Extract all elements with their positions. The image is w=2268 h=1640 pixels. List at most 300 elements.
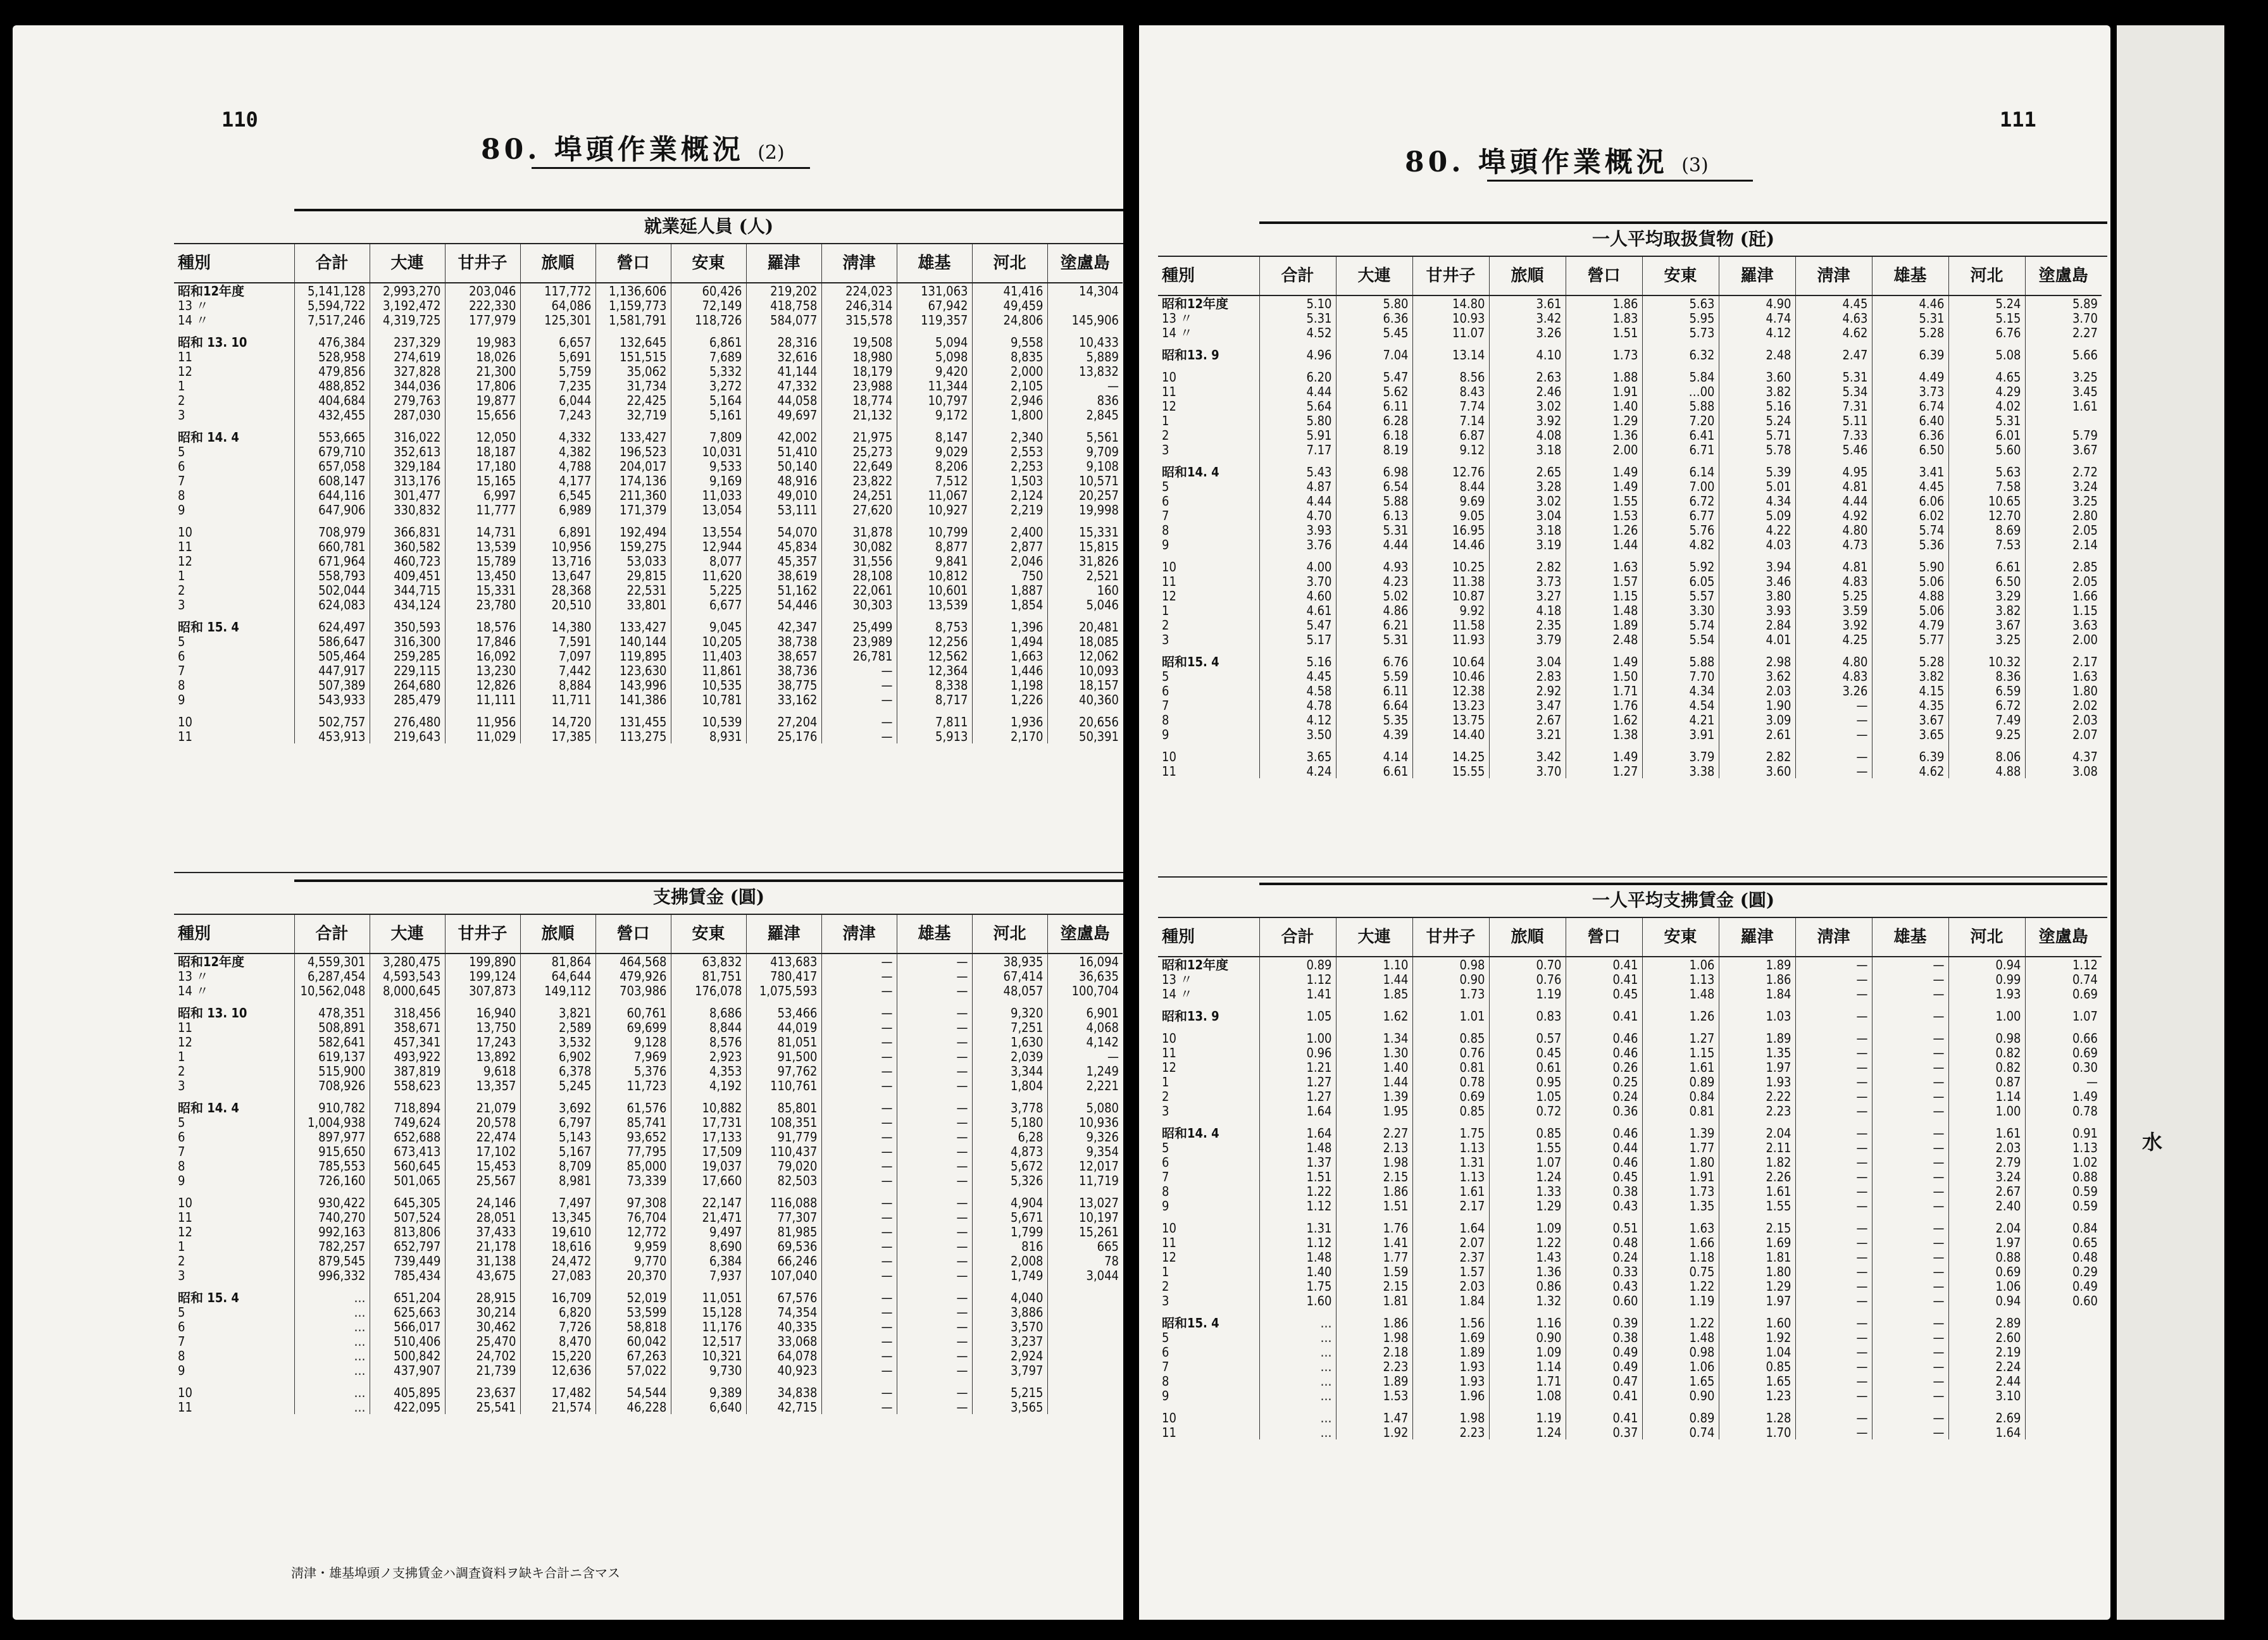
table-cell: — [1872,1359,1948,1374]
table-cell: — [821,1115,897,1129]
table-cell: 3.02 [1489,494,1566,508]
table-cell: 13.23 [1412,698,1489,712]
table-cell: 0.94 [1948,1293,2025,1308]
table-cell: 1.61 [1642,1060,1719,1074]
table-cell: 51,410 [746,444,821,459]
table-cell: 18,085 [1047,634,1123,649]
table-cell: 2.60 [1948,1330,2025,1345]
table-cell: 3.25 [2025,362,2102,384]
table-cell: 586,647 [294,634,370,649]
table-cell: — [1795,698,1872,712]
column-header: 塗盧島 [2025,917,2102,957]
row-label: 11 [178,539,192,554]
table-cell: … [294,1363,370,1377]
table-cell: 0.78 [1412,1074,1489,1089]
table-cell: 4,192 [671,1078,746,1093]
table-cell: 505,464 [294,649,370,663]
table-cell: 996,332 [294,1268,370,1283]
table-cell: 1.18 [1642,1250,1719,1264]
row-label: 1 [1162,1264,1169,1279]
column-header: 河北 [972,914,1047,954]
table-row [1158,384,2102,399]
table-cell: 1.49 [1566,479,1642,494]
table-cell: 33,801 [595,597,671,612]
table-cell: — [897,1400,972,1414]
table-cell: 31,734 [595,378,671,393]
table-cell: 19,877 [445,393,520,407]
table-cell: — [1795,1374,1872,1388]
table-cell: 10,812 [897,568,972,583]
table-cell: 1.15 [1566,588,1642,603]
table-cell: 437,907 [370,1363,445,1377]
column-header: 羅津 [1719,917,1795,957]
row-label: 7 [1162,1359,1169,1374]
table-cell: 48,057 [972,983,1047,998]
table-cell: 4.18 [1489,603,1566,618]
table-cell: 1.27 [1259,1089,1336,1103]
row-label: 昭和 14. 4 [178,429,239,444]
table-row [174,313,1123,327]
table-cell: — [1795,1213,1872,1235]
table-cell: 4,593,543 [370,969,445,983]
table-row [1158,603,2102,618]
table-cell: 1,446 [972,663,1047,678]
table-cell: 14,380 [520,612,595,634]
table-cell: 0.90 [1642,1388,1719,1403]
table-cell: 0.85 [1719,1359,1795,1374]
table-cell: 13,554 [671,517,746,539]
table-cell: 6,28 [972,1129,1047,1144]
table-cell: 2,340 [972,422,1047,444]
table-cell: 1.93 [1412,1374,1489,1388]
table-cell: 5,215 [972,1377,1047,1400]
column-header: 甘井子 [1412,917,1489,957]
table-row [1158,1118,2102,1140]
table-cell: 123,630 [595,663,671,678]
table-cell: 18,026 [445,349,520,364]
table-cell: 0.37 [1566,1425,1642,1439]
table-row [174,1319,1123,1334]
table-cell: 42,002 [746,422,821,444]
table-cell: 3.04 [1489,647,1566,669]
table-cell: 8,709 [520,1159,595,1173]
table-cell: 54,446 [746,597,821,612]
row-label: 8 [178,488,185,502]
table-cell: 91,779 [746,1129,821,1144]
table-cell: 0.46 [1566,1045,1642,1060]
table-cell: 3,886 [972,1305,1047,1319]
table-cell: 1.19 [1642,1293,1719,1308]
table-cell: 0.76 [1412,1045,1489,1060]
table-cell: 1,249 [1047,1064,1123,1078]
table-cell: — [1795,1388,1872,1403]
table-cell: 1.14 [1489,1359,1566,1374]
table-cell: — [1795,1045,1872,1060]
table-cell: 4.78 [1259,698,1336,712]
table-cell: — [1795,1001,1872,1023]
table-cell: 0.78 [2025,1103,2102,1118]
table-cell: 3,044 [1047,1268,1123,1283]
table-cell: 7,811 [897,707,972,729]
table-cell: 15,815 [1047,539,1123,554]
column-header: 旅順 [520,244,595,283]
table-cell: 5,332 [671,364,746,378]
table-cell: — [1872,1023,1948,1045]
row-label: 8 [1162,712,1169,727]
row-label: 6 [178,1129,185,1144]
table-cell: 2.15 [1336,1169,1412,1184]
table-cell: 566,017 [370,1319,445,1334]
table-cell: — [1795,712,1872,727]
table-cell: — [821,1348,897,1363]
column-header: 營口 [1566,256,1642,295]
row-label: 7 [1162,1169,1169,1184]
table-cell: 24,702 [445,1348,520,1363]
table-row [1158,698,2102,712]
row-label: 12 [1162,588,1176,603]
table-cell: 23,637 [445,1377,520,1400]
table-cell: 1,581,791 [595,313,671,327]
table-row [1158,362,2102,384]
table-cell: 73,339 [595,1173,671,1188]
table-cell: 1.40 [1336,1060,1412,1074]
table-cell: 13,750 [445,1020,520,1034]
table-cell: — [1795,1359,1872,1374]
table-cell: 5.74 [1642,618,1719,632]
table-cell: 2.85 [2025,552,2102,574]
table-cell: 38,657 [746,649,821,663]
table-cell: 3.60 [1719,764,1795,778]
table-cell: 12,562 [897,649,972,663]
table-cell: 2.48 [1719,340,1795,362]
table-cell: 2.07 [2025,727,2102,742]
table-cell: 3.91 [1642,727,1719,742]
table-row [1158,588,2102,603]
table-cell: 8.06 [1948,742,2025,764]
row-label: 12 [178,1034,192,1049]
table-cell: 665 [1047,1239,1123,1253]
table-cell: 1.80 [1719,1264,1795,1279]
table-cell: 1.89 [1566,618,1642,632]
table-row [174,1129,1123,1144]
table-cell: 6.54 [1336,479,1412,494]
row-label: 5 [178,1305,185,1319]
table-cell: — [1872,1089,1948,1103]
table-cell: 0.46 [1566,1023,1642,1045]
table-cell: 3,797 [972,1363,1047,1377]
table-cell: 5.74 [1872,523,1948,537]
table-cell [2025,1308,2102,1330]
table-cell: 0.84 [1642,1089,1719,1103]
table-cell: 23,989 [821,634,897,649]
table-cell: 2.15 [1336,1279,1412,1293]
table-cell [2025,1374,2102,1388]
table-row [1158,647,2102,669]
table-cell: 4.15 [1872,683,1948,698]
table-cell: 2.22 [1719,1089,1795,1103]
table-cell: — [897,1049,972,1064]
row-label: 10 [1162,369,1176,384]
table-row [174,1115,1123,1129]
row-label: 9 [178,1173,185,1188]
table-cell: 12,062 [1047,649,1123,663]
table-cell: — [1795,1250,1872,1264]
table-cell: 9,354 [1047,1144,1123,1159]
table-cell: 44,058 [746,393,821,407]
table-cell: — [821,1129,897,1144]
table-cell: — [1872,1140,1948,1155]
table-row [1158,574,2102,588]
table-row [1158,986,2102,1001]
table-cell: — [897,1210,972,1224]
table-cell: 813,806 [370,1224,445,1239]
table-cell: 4.34 [1719,494,1795,508]
row-label: 6 [178,1319,185,1334]
table-cell: 2.23 [1336,1359,1412,1374]
table-cell: 5.16 [1259,647,1336,669]
table-cell: 1.97 [1719,1060,1795,1074]
table-cell: 1.69 [1412,1330,1489,1345]
table-cell: 4.81 [1795,479,1872,494]
table-cell: 36,635 [1047,969,1123,983]
table-cell: 6.50 [1872,442,1948,457]
table-cell: … [1259,1345,1336,1359]
table-cell: 5.28 [1872,647,1948,669]
table-cell: 40,360 [1047,692,1123,707]
table-cell: 5.88 [1336,494,1412,508]
table-cell: 9,420 [897,364,972,378]
table-cell: 9.25 [1948,727,2025,742]
table-cell: 11.93 [1412,632,1489,647]
table-cell: 8,000,645 [370,983,445,998]
table-cell: 1.40 [1259,1264,1336,1279]
table-cell: 582,641 [294,1034,370,1049]
table-cell: … [1259,1359,1336,1374]
table-cell: — [821,1210,897,1224]
table-cell: 1.48 [1566,603,1642,618]
row-label: 11 [178,1020,192,1034]
row-label: 7 [178,1144,185,1159]
row-label: 3 [1162,1293,1169,1308]
table-cell: 131,455 [595,707,671,729]
table-cell: 5,376 [595,1064,671,1078]
table-cell: 1.39 [1336,1089,1412,1103]
table-cell: 9,045 [671,612,746,634]
table-cell: 246,314 [821,298,897,313]
table-cell: 6,997 [445,488,520,502]
row-label: 11 [178,1210,192,1224]
row-label: 1 [178,1239,185,1253]
table-cell: 1.14 [1948,1089,2025,1103]
data-table [1158,256,2102,778]
table-cell: 10,601 [897,583,972,597]
table-cell: 63,832 [671,954,746,969]
column-header: 大連 [1336,917,1412,957]
table-cell: 5.64 [1259,399,1336,413]
table-row [174,1268,1123,1283]
table-cell: — [821,1144,897,1159]
table-cell: 81,864 [520,954,595,969]
table-cell: … [294,1377,370,1400]
row-label: 12 [1162,1060,1176,1074]
table-cell: — [1872,1308,1948,1330]
table-cell: 1,396 [972,612,1047,634]
row-label: 6 [178,649,185,663]
table-cell: 17,133 [671,1129,746,1144]
table-cell: 3.67 [1872,712,1948,727]
table-cell: 45,834 [746,539,821,554]
table-cell: 7.31 [1795,399,1872,413]
row-label: 昭和 15. 4 [178,619,239,634]
table-row [174,969,1123,983]
table-cell: — [1872,1213,1948,1235]
table-cell: 1.65 [1719,1374,1795,1388]
table-cell: 2,845 [1047,407,1123,422]
table-cell: 2.17 [1412,1198,1489,1213]
row-label: 12 [1162,1250,1176,1264]
data-table [174,243,1123,743]
row-label: 11 [178,1400,192,1414]
table-cell: 785,434 [370,1268,445,1283]
table-row [174,327,1123,349]
table-cell: 4.96 [1259,340,1336,362]
table-cell: 3.82 [1948,603,2025,618]
row-label: 2 [178,1064,185,1078]
table-cell: 930,422 [294,1188,370,1210]
table-cell: 3,237 [972,1334,1047,1348]
table-cell: 0.48 [1566,1235,1642,1250]
table-row [1158,1308,2102,1330]
table-cell: 360,582 [370,539,445,554]
table-cell: 0.41 [1566,1403,1642,1425]
table-cell: — [821,1253,897,1268]
row-label: 13 〃 [178,298,209,313]
table-cell: 4.34 [1642,683,1719,698]
table-row [174,649,1123,663]
table-cell: 2,993,270 [370,283,445,298]
table-cell: 0.85 [1489,1118,1566,1140]
table-cell: 2.19 [1948,1345,2025,1359]
table-cell: 0.85 [1412,1023,1489,1045]
table-cell: 560,645 [370,1159,445,1173]
table-cell: 222,330 [445,298,520,313]
column-header: 羅津 [1719,256,1795,295]
table-cell: 3.47 [1489,698,1566,712]
table-cell: 17,509 [671,1144,746,1159]
table-cell: — [1795,1184,1872,1198]
table-cell: 0.45 [1489,1045,1566,1060]
table-cell: 1.26 [1566,523,1642,537]
table-cell: … [1259,1425,1336,1439]
table-cell: 1.36 [1489,1264,1566,1279]
table-row [1158,494,2102,508]
table-cell: — [821,1283,897,1305]
table-cell: 4.23 [1336,574,1412,588]
table-cell: 4.90 [1719,295,1795,311]
table-cell: — [1795,1308,1872,1330]
table-cell: 1.15 [2025,603,2102,618]
table-cell: 50,140 [746,459,821,473]
table-cell: 237,329 [370,327,445,349]
table-cell: 2.00 [1566,442,1642,457]
table-cell: 910,782 [294,1093,370,1115]
table-cell: 1.65 [1642,1374,1719,1388]
table-row [1158,1403,2102,1425]
table-cell: …00 [1642,384,1719,399]
column-header: 種別 [1158,256,1259,295]
table-cell: 4.83 [1795,669,1872,683]
table-cell: 1.21 [1259,1060,1336,1074]
table-cell: 0.89 [1259,957,1336,972]
table-cell: 21,574 [520,1400,595,1414]
table-cell: 10,936 [1047,1115,1123,1129]
row-label: 12 [178,1224,192,1239]
table-cell [1047,1348,1123,1363]
table-cell: 1.93 [1412,1359,1489,1374]
table-cell: 5.54 [1642,632,1719,647]
table-cell [2025,1330,2102,1345]
table-cell: 0.60 [1566,1293,1642,1308]
table-cell: 1.57 [1412,1264,1489,1279]
row-label: 昭和 13. 10 [178,334,247,349]
table-cell: 4.74 [1719,311,1795,325]
table-cell: 6,820 [520,1305,595,1319]
table-cell: 8,981 [520,1173,595,1188]
table-cell: 2.03 [1719,683,1795,698]
table-cell: 464,568 [595,954,671,969]
row-label: 1 [178,568,185,583]
table-cell: 27,083 [520,1268,595,1283]
table-row [174,349,1123,364]
table-cell: 0.90 [1412,972,1489,986]
table-cell: — [897,954,972,969]
table-cell: 6,861 [671,327,746,349]
table-cell: — [1795,972,1872,986]
table-cell: 2.67 [1948,1184,2025,1198]
table-cell: 16.95 [1412,523,1489,537]
column-header: 河北 [1948,256,2025,295]
table-cell: 2.27 [2025,325,2102,340]
table-cell: … [294,1305,370,1319]
table-cell: 5,691 [520,349,595,364]
table-cell: 1.53 [1566,508,1642,523]
table-cell: 1.19 [1489,986,1566,1001]
table-cell: 17,846 [445,634,520,649]
table-row [174,407,1123,422]
table-cell: 2.03 [1948,1140,2025,1155]
table-cell: — [897,1093,972,1115]
table-cell: 1.81 [1336,1293,1412,1308]
table-cell: 0.41 [1566,1001,1642,1023]
table-cell: 13,450 [445,568,520,583]
table-cell: 12,017 [1047,1159,1123,1173]
table-cell: 38,738 [746,634,821,649]
table-cell: 21,300 [445,364,520,378]
table-cell: 1,799 [972,1224,1047,1239]
table-cell: 6.87 [1412,428,1489,442]
table-cell: 52,019 [595,1283,671,1305]
table-cell: 0.82 [1948,1060,2025,1074]
table-cell: — [821,1078,897,1093]
table-cell: — [1795,1169,1872,1184]
table-cell: 0.74 [1642,1425,1719,1439]
table-cell: 1.93 [1719,1074,1795,1089]
table-cell: 5.31 [1872,311,1948,325]
table-row [174,1283,1123,1305]
row-label: 2 [178,393,185,407]
table-cell: 6,989 [520,502,595,517]
table-cell: 3.42 [1489,311,1566,325]
